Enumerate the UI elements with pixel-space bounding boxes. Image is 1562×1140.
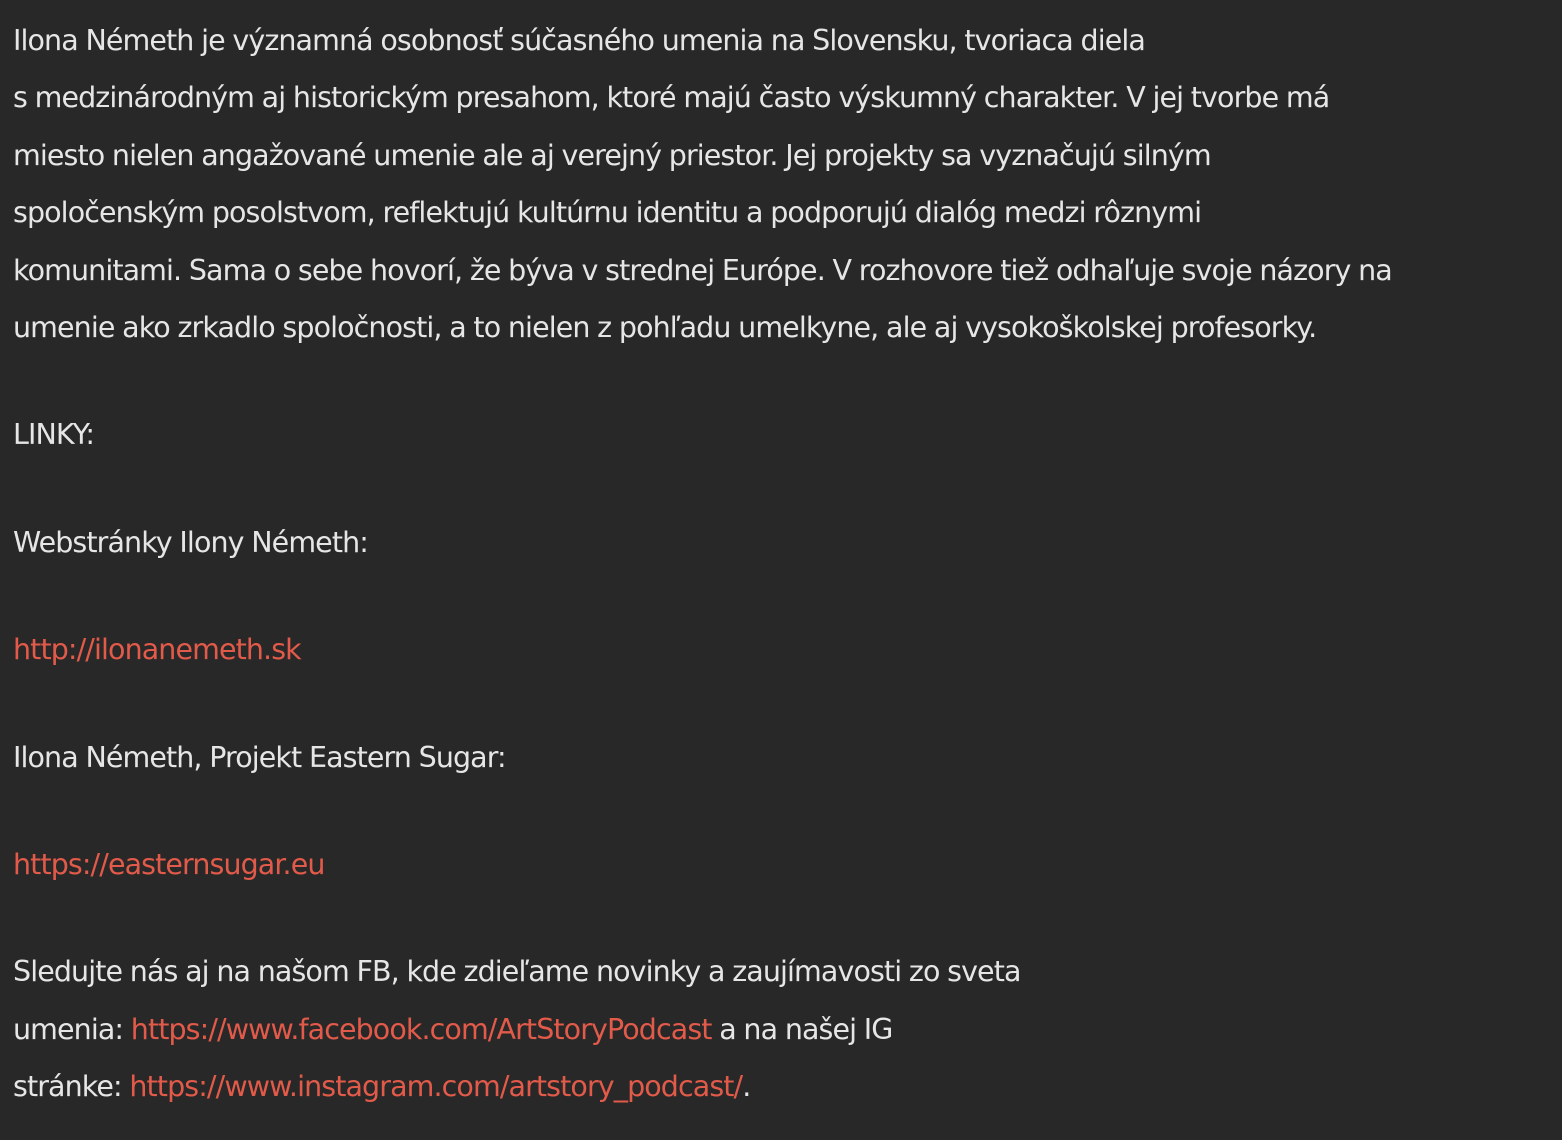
project-label: Ilona Németh, Projekt Eastern Sugar:: [13, 740, 506, 774]
intro-line: umenie ako zrkadlo spoločnosti, a to nielen z pohľadu umelkyne, ale aj vysokoškolskej profesorky.: [13, 311, 1317, 345]
website-link[interactable]: http://ilonanemeth.sk: [13, 633, 301, 667]
instagram-prefix: stránke:: [13, 1070, 130, 1104]
facebook-prefix: umenia:: [13, 1012, 131, 1046]
facebook-link[interactable]: https://www.facebook.com/ArtStoryPodcast: [130, 1012, 712, 1046]
website-link-paragraph: [13, 621, 1553, 678]
project-link[interactable]: https://easternsugar.eu: [13, 848, 325, 882]
intro-paragraph: [13, 12, 1553, 356]
intro-line: komunitami. Sama o sebe hovorí, že býva v strednej Európe. V rozhovore tiež odhaľuje svoje názory na: [13, 253, 1392, 287]
instagram-intro: a na našej IG: [711, 1012, 893, 1046]
episode-description: [13, 12, 1553, 1116]
intro-line: Ilona Németh je významná osobnosť súčasného umenia na Slovensku, tvoriaca diela: [13, 24, 1145, 57]
social-intro: Sledujte nás aj na našom FB, kde zdieľame novinky a zaujímavosti zo sveta: [13, 955, 1021, 989]
instagram-link[interactable]: https://www.instagram.com/artstory_podcast/: [129, 1070, 743, 1104]
intro-line: spoločenským posolstvom, reflektujú kultúrnu identitu a podporujú dialóg medzi rôznymi: [13, 196, 1202, 230]
website-label: Webstránky Ilony Németh:: [13, 525, 368, 559]
intro-line: s medzinárodným aj historickým presahom, ktoré majú často výskumný charakter. V jej tvorbe má: [13, 81, 1330, 115]
intro-line: miesto nielen angažované umenie ale aj verejný priestor. Jej projekty sa vyznačujú silným: [13, 138, 1211, 172]
closing-period: .: [742, 1070, 751, 1104]
links-heading: LINKY:: [13, 418, 95, 452]
project-link-paragraph: [13, 836, 1553, 893]
social-paragraph: [13, 943, 1553, 1115]
